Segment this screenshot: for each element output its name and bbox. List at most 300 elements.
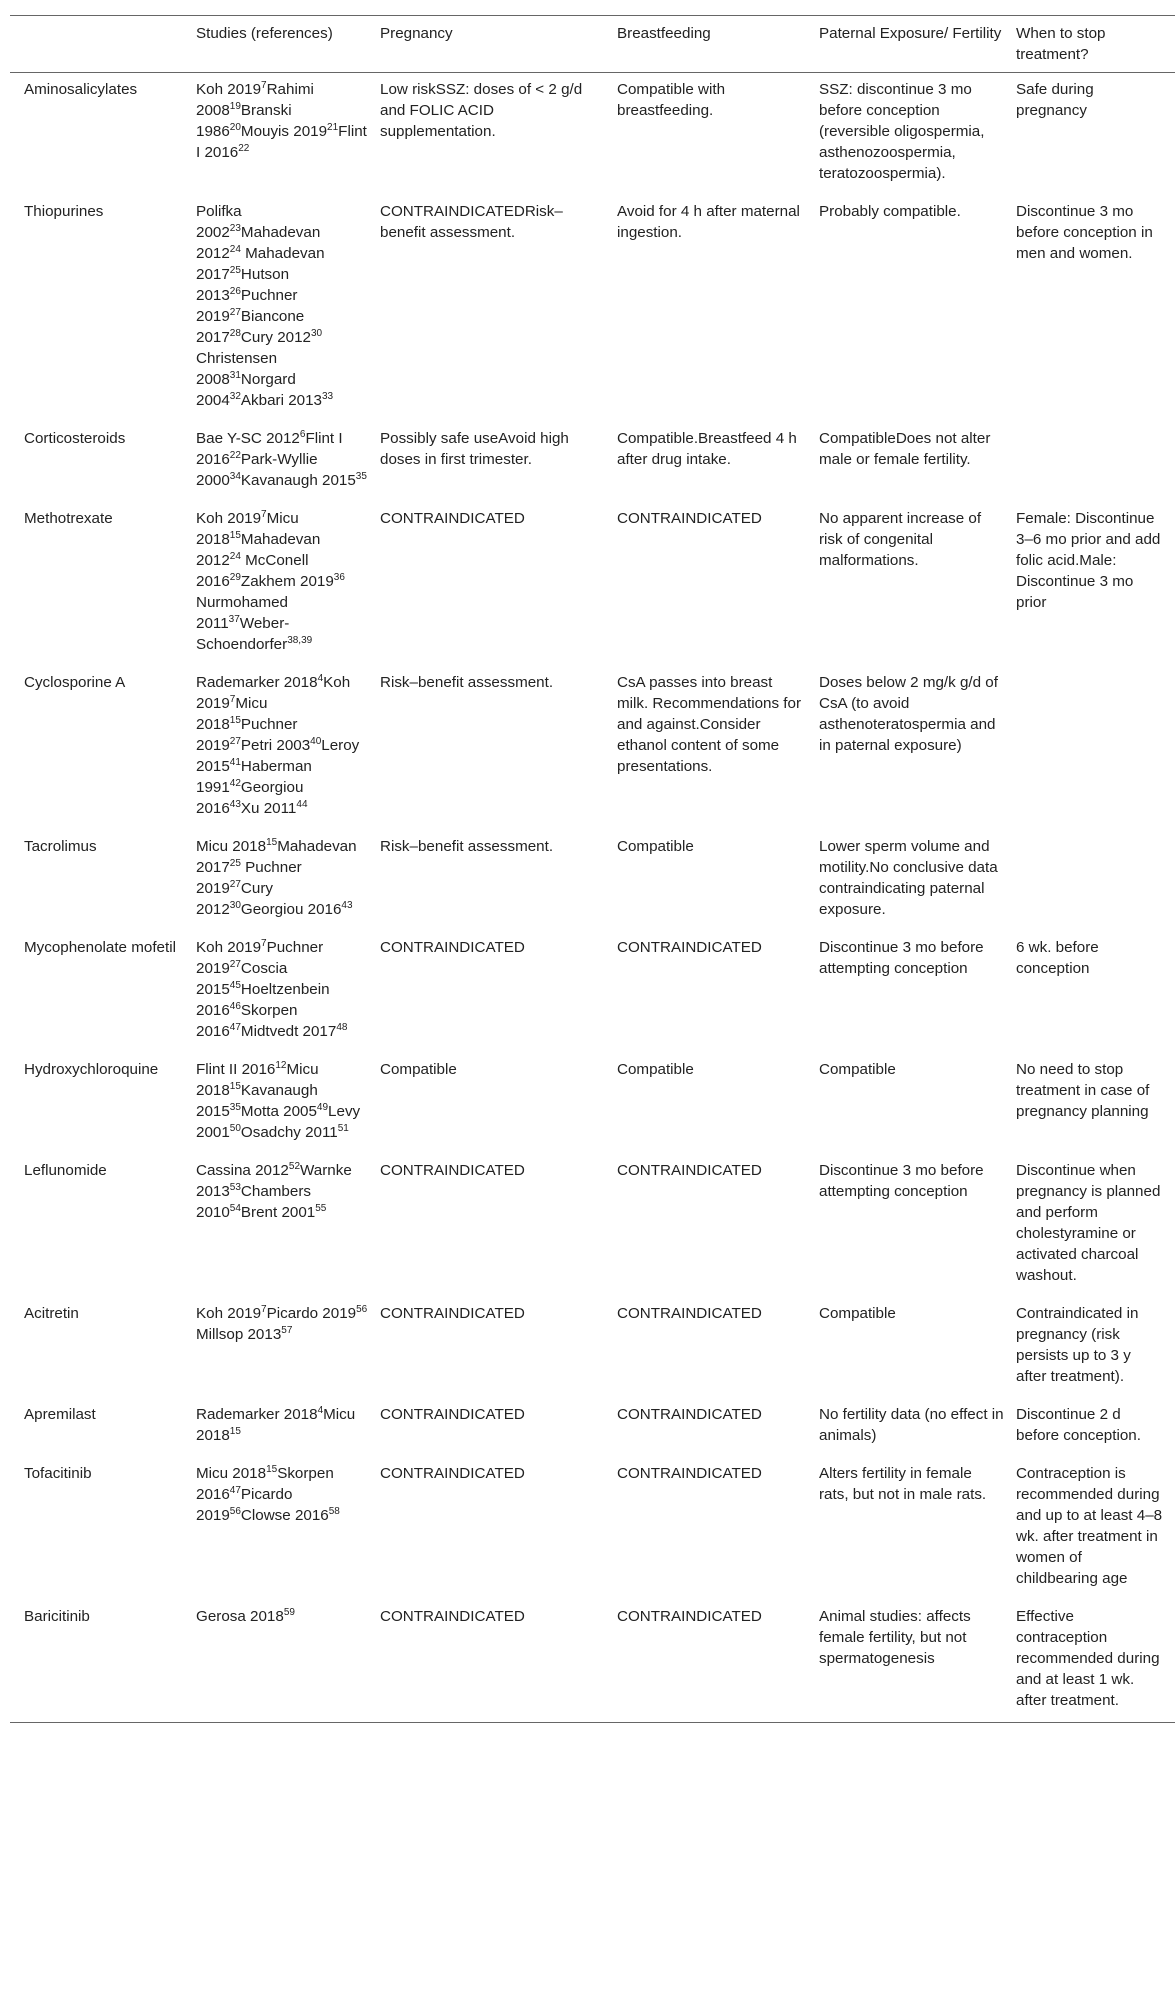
studies-cell-text (196, 508, 380, 655)
pregnancy-cell (380, 830, 617, 931)
study-citation: Koh 2019 (196, 510, 262, 527)
study-citation: Zakhem 2019 (240, 573, 334, 590)
study-citation: Puchner 2019 (196, 716, 298, 754)
reference-number: 38,39 (287, 634, 313, 646)
pregnancy-cell (380, 422, 617, 502)
stop-treatment-cell (1016, 1600, 1175, 1723)
stop-treatment-cell-text: Contraindicated in pregnancy (risk persists up to 3 y after treatment). (1016, 1305, 1139, 1385)
study-citation: Branski 1986 (196, 102, 292, 140)
study-citation: Kavanaugh 2015 (196, 1082, 318, 1120)
reference-number: 7 (261, 1303, 267, 1315)
drug-name-cell-text: Corticosteroids (24, 430, 126, 447)
header-studies: Studies (references) (196, 25, 333, 42)
reference-number: 20 (229, 121, 241, 133)
paternal-exposure-cell (819, 666, 1016, 830)
stop-treatment-cell-text: 6 wk. before conception (1016, 939, 1099, 977)
breastfeeding-cell (617, 195, 819, 422)
breastfeeding-cell-text: CONTRAINDICATED (617, 939, 762, 956)
drug-safety-table (10, 15, 1175, 1723)
study-citation: Chambers 2010 (196, 1183, 311, 1221)
reference-number: 32 (229, 390, 241, 402)
reference-number: 24 (229, 243, 241, 255)
studies-cell (196, 1154, 380, 1297)
reference-number: 15 (229, 529, 241, 541)
study-citation: Koh 2019 (196, 674, 351, 712)
stop-treatment-cell-text: Safe during pregnancy (1016, 81, 1094, 119)
study-citation: Flint I 2016 (196, 430, 343, 468)
paternal-exposure-cell-text: Doses below 2 mg/k g/d of CsA (to avoid asthenoteratospermia and in paternal exposure) (819, 674, 998, 754)
pregnancy-cell-text: CONTRAINDICATED (380, 939, 525, 956)
paternal-exposure-cell (819, 1154, 1016, 1297)
reference-number: 50 (229, 1122, 241, 1134)
studies-cell-text (196, 1606, 380, 1627)
header-row (10, 16, 1175, 73)
paternal-exposure-cell-text: No apparent increase of risk of congenital malformations. (819, 510, 982, 569)
table-header (10, 16, 1175, 73)
paternal-exposure-cell-text: SSZ: discontinue 3 mo before conception (reversible oligospermia, asthenozoospermia, teratozoospermia). (819, 81, 985, 182)
pregnancy-cell (380, 1154, 617, 1297)
drug-name-cell-text: Hydroxychloroquine (24, 1061, 159, 1078)
reference-number: 27 (229, 878, 241, 890)
pregnancy-cell (380, 73, 617, 196)
table-row (10, 931, 1175, 1053)
reference-number: 26 (229, 285, 241, 297)
studies-cell (196, 73, 380, 196)
reference-number: 44 (296, 798, 308, 810)
reference-number: 52 (288, 1160, 301, 1172)
pregnancy-cell (380, 1600, 617, 1723)
study-citation: Leroy 2015 (196, 737, 360, 775)
study-citation: Mouyis 2019 (240, 123, 328, 140)
reference-number: 33 (321, 390, 334, 402)
paternal-exposure-cell-text: Lower sperm volume and motility.No conclusive data contraindicating paternal exposure. (819, 838, 998, 918)
breastfeeding-cell (617, 931, 819, 1053)
stop-treatment-cell-text: Contraception is recommended during and up to at least 4–8 wk. after treatment in women of childbearing age (1016, 1465, 1163, 1587)
reference-number: 25 (229, 264, 241, 276)
pregnancy-cell (380, 1053, 617, 1154)
pregnancy-cell-text: CONTRAINDICATED (380, 1406, 525, 1423)
breastfeeding-cell (617, 73, 819, 196)
study-citation: Picardo 2019 (196, 1486, 293, 1524)
pregnancy-cell-text: Risk–benefit assessment. (380, 838, 554, 855)
table-row (10, 1600, 1175, 1723)
study-citation: Mahadevan 2017 (196, 245, 325, 283)
study-citation: McConell 2016 (196, 552, 309, 590)
paternal-exposure-cell-text: Compatible (819, 1305, 896, 1322)
stop-treatment-cell (1016, 1457, 1175, 1600)
reference-number: 43 (229, 798, 241, 810)
study-citation: Flint I 2016 (196, 123, 367, 161)
paternal-exposure-cell (819, 1053, 1016, 1154)
reference-number: 7 (261, 508, 267, 520)
reference-number: 35 (229, 1101, 241, 1113)
study-citation: Micu 2018 (196, 1061, 319, 1099)
paternal-exposure-cell-text: Compatible (819, 1061, 896, 1078)
pregnancy-cell (380, 1297, 617, 1398)
pregnancy-cell (380, 502, 617, 666)
paternal-exposure-cell-text: CompatibleDoes not alter male or female fertility. (819, 430, 991, 468)
reference-number: 51 (337, 1122, 349, 1134)
study-citation: Rahimi 2008 (196, 81, 314, 119)
reference-number: 15 (229, 1425, 241, 1437)
study-citation: Picardo 2019 (266, 1305, 357, 1322)
drug-name-cell (10, 502, 196, 666)
drug-name-cell-text: Baricitinib (24, 1608, 90, 1625)
table-row (10, 666, 1175, 830)
reference-number: 47 (229, 1484, 241, 1496)
paternal-exposure-cell-text: Probably compatible. (819, 203, 961, 220)
table-row (10, 422, 1175, 502)
studies-cell-text (196, 1059, 380, 1143)
studies-cell-text (196, 1160, 380, 1223)
study-citation: Skorpen 2016 (196, 1002, 298, 1040)
study-citation: Mahadevan 2012 (196, 531, 321, 569)
reference-number: 58 (328, 1505, 340, 1517)
studies-cell (196, 422, 380, 502)
table-row (10, 73, 1175, 196)
reference-number: 42 (229, 777, 241, 789)
pregnancy-cell-text: Risk–benefit assessment. (380, 674, 554, 691)
pregnancy-cell-text: CONTRAINDICATED (380, 1608, 525, 1625)
breastfeeding-cell-text: CONTRAINDICATED (617, 1162, 762, 1179)
study-citation: Rademarker 2018 (196, 1406, 318, 1423)
pregnancy-cell-text: Low riskSSZ: doses of < 2 g/d and FOLIC ACID supplementation. (380, 81, 583, 140)
reference-number: 22 (238, 142, 250, 154)
pregnancy-cell-text: CONTRAINDICATED (380, 1162, 525, 1179)
reference-number: 19 (229, 100, 241, 112)
header-breastfeeding: Breastfeeding (617, 25, 711, 42)
stop-treatment-cell-text: No need to stop treatment in case of pregnancy planning (1016, 1061, 1150, 1120)
breastfeeding-cell-text: Compatible (617, 1061, 694, 1078)
reference-number: 37 (228, 613, 240, 625)
breastfeeding-cell-text: Compatible with breastfeeding. (617, 81, 726, 119)
header-stop-treatment: When to stop treatment? (1016, 25, 1106, 63)
reference-number: 57 (281, 1324, 293, 1336)
reference-number: 31 (229, 369, 241, 381)
drug-name-cell (10, 422, 196, 502)
table-row (10, 1154, 1175, 1297)
paternal-exposure-cell (819, 1600, 1016, 1723)
study-citation: Cury 2012 (196, 880, 273, 918)
drug-name-cell (10, 195, 196, 422)
drug-name-cell-text: Methotrexate (24, 510, 113, 527)
study-citation: Motta 2005 (240, 1103, 317, 1120)
study-citation: Hutson 2013 (196, 266, 290, 304)
study-citation: Micu 2018 (196, 838, 267, 855)
stop-treatment-cell (1016, 422, 1175, 502)
study-citation: Christensen 2008 (196, 350, 278, 388)
breastfeeding-cell (617, 1053, 819, 1154)
pregnancy-cell (380, 666, 617, 830)
studies-cell-text (196, 1463, 380, 1526)
table-row (10, 1398, 1175, 1457)
reference-number: 56 (229, 1505, 241, 1517)
reference-number: 22 (229, 449, 241, 461)
studies-cell-text (196, 937, 380, 1042)
drug-name-cell-text: Thiopurines (24, 203, 104, 220)
stop-treatment-cell-text: Discontinue 3 mo before conception in men and women. (1016, 203, 1153, 262)
study-citation: Park-Wyllie 2000 (196, 451, 318, 489)
paternal-exposure-cell (819, 502, 1016, 666)
paternal-exposure-cell (819, 830, 1016, 931)
table-row (10, 502, 1175, 666)
breastfeeding-cell (617, 1457, 819, 1600)
breastfeeding-cell-text: CONTRAINDICATED (617, 1305, 762, 1322)
pregnancy-cell-text: CONTRAINDICATEDRisk–benefit assessment. (380, 203, 563, 241)
reference-number: 59 (283, 1606, 295, 1618)
study-citation: Bae Y-SC 2012 (196, 430, 300, 447)
table-body (10, 73, 1175, 1723)
reference-number: 47 (229, 1021, 241, 1033)
study-citation: Georgiou 2016 (196, 779, 304, 817)
breastfeeding-cell (617, 422, 819, 502)
study-citation: Skorpen 2016 (196, 1465, 334, 1503)
study-citation: Petri 2003 (240, 737, 311, 754)
study-citation: Midtvedt 2017 (240, 1023, 337, 1040)
studies-cell (196, 931, 380, 1053)
breastfeeding-cell (617, 1297, 819, 1398)
reference-number: 21 (327, 121, 339, 133)
study-citation: Gerosa 2018 (196, 1608, 284, 1625)
table-row (10, 830, 1175, 931)
studies-cell-text (196, 428, 380, 491)
study-citation: Puchner 2019 (196, 859, 302, 897)
studies-cell-text (196, 79, 380, 163)
reference-number: 49 (316, 1101, 329, 1113)
reference-number: 4 (317, 672, 324, 684)
study-citation: Koh 2019 (196, 939, 262, 956)
reference-number: 27 (229, 306, 241, 318)
drug-name-cell-text: Tacrolimus (24, 838, 97, 855)
drug-name-cell-text: Acitretin (24, 1305, 79, 1322)
stop-treatment-cell (1016, 931, 1175, 1053)
study-citation: Xu 2011 (240, 800, 297, 817)
study-citation: Puchner 2019 (196, 287, 298, 325)
study-citation: Polifka 2002 (196, 203, 242, 241)
breastfeeding-cell-text: Compatible (617, 838, 694, 855)
reference-number: 24 (229, 550, 241, 562)
reference-number: 29 (229, 571, 241, 583)
paternal-exposure-cell-text: Discontinue 3 mo before attempting conception (819, 939, 984, 977)
drug-name-cell (10, 1297, 196, 1398)
reference-number: 53 (229, 1181, 241, 1193)
reference-number: 36 (333, 571, 345, 583)
reference-number: 30 (229, 899, 241, 911)
reference-number: 4 (317, 1404, 324, 1416)
study-citation: Biancone 2017 (196, 308, 305, 346)
drug-name-cell-text: Apremilast (24, 1406, 96, 1423)
reference-number: 28 (229, 327, 241, 339)
pregnancy-cell-text: CONTRAINDICATED (380, 1465, 525, 1482)
reference-number: 23 (229, 222, 241, 234)
breastfeeding-cell-text: Compatible.Breastfeed 4 h after drug intake. (617, 430, 797, 468)
reference-number: 27 (229, 958, 241, 970)
breastfeeding-cell-text: CONTRAINDICATED (617, 1406, 762, 1423)
study-citation: Hoeltzenbein 2016 (196, 981, 330, 1019)
stop-treatment-cell-text: Effective contraception recommended during and at least 1 wk. after treatment. (1016, 1608, 1160, 1709)
breastfeeding-cell-text: CsA passes into breast milk. Recommendations for and against.Consider ethanol content of some presentations. (617, 674, 802, 775)
studies-cell-text (196, 672, 380, 819)
header-drug (10, 16, 196, 73)
study-citation: Clowse 2016 (240, 1507, 329, 1524)
study-citation: Nurmohamed 2011 (196, 594, 289, 632)
breastfeeding-cell (617, 830, 819, 931)
reference-number: 7 (261, 79, 267, 91)
paternal-exposure-cell-text: Alters fertility in female rats, but not in male rats. (819, 1465, 987, 1503)
studies-cell-text (196, 836, 380, 920)
drug-name-cell (10, 1600, 196, 1723)
paternal-exposure-cell (819, 1457, 1016, 1600)
study-citation: Brent 2001 (240, 1204, 316, 1221)
breastfeeding-cell-text: CONTRAINDICATED (617, 1608, 762, 1625)
drug-name-cell (10, 1457, 196, 1600)
pregnancy-cell (380, 931, 617, 1053)
stop-treatment-cell (1016, 195, 1175, 422)
paternal-exposure-cell (819, 73, 1016, 196)
stop-treatment-cell (1016, 830, 1175, 931)
paternal-exposure-cell (819, 1398, 1016, 1457)
paternal-exposure-cell (819, 1297, 1016, 1398)
breastfeeding-cell (617, 502, 819, 666)
studies-cell-text (196, 1404, 380, 1446)
table-row (10, 1053, 1175, 1154)
reference-number: 35 (355, 470, 367, 482)
study-citation: Levy 2001 (196, 1103, 361, 1141)
drug-name-cell (10, 1053, 196, 1154)
reference-number: 7 (229, 693, 236, 705)
study-citation: Mahadevan 2017 (196, 838, 357, 876)
study-citation: Coscia 2015 (196, 960, 288, 998)
reference-number: 41 (229, 756, 241, 768)
paternal-exposure-cell (819, 422, 1016, 502)
studies-cell (196, 1398, 380, 1457)
reference-number: 7 (261, 937, 267, 949)
pregnancy-cell-text: Possibly safe useAvoid high doses in first trimester. (380, 430, 569, 468)
study-citation: Cury 2012 (240, 329, 311, 346)
reference-number: 30 (311, 327, 323, 339)
breastfeeding-cell (617, 1600, 819, 1723)
studies-cell-text (196, 1303, 380, 1345)
reference-number: 48 (336, 1021, 348, 1033)
breastfeeding-cell-text: Avoid for 4 h after maternal ingestion. (617, 203, 800, 241)
drug-name-cell-text: Leflunomide (24, 1162, 107, 1179)
studies-cell (196, 830, 380, 931)
drug-name-cell (10, 666, 196, 830)
reference-number: 46 (229, 1000, 241, 1012)
study-citation: Cassina 2012 (196, 1162, 289, 1179)
breastfeeding-cell-text: CONTRAINDICATED (617, 510, 762, 527)
drug-safety-table-container (10, 15, 1175, 1723)
stop-treatment-cell-text: Discontinue 2 d before conception. (1016, 1406, 1141, 1444)
paternal-exposure-cell (819, 195, 1016, 422)
stop-treatment-cell (1016, 1398, 1175, 1457)
reference-number: 43 (341, 899, 353, 911)
study-citation: Koh 2019 (196, 1305, 262, 1322)
stop-treatment-cell-text: Discontinue when pregnancy is planned and perform cholestyramine or activated charcoal washout. (1016, 1162, 1161, 1284)
study-citation: Warnke 2013 (196, 1162, 352, 1200)
reference-number: 15 (229, 714, 241, 726)
drug-name-cell (10, 1398, 196, 1457)
stop-treatment-cell (1016, 73, 1175, 196)
study-citation: Osadchy 2011 (240, 1124, 338, 1141)
drug-name-cell-text: Aminosalicylates (24, 81, 138, 98)
header-pregnancy: Pregnancy (380, 25, 453, 42)
study-citation: Mahadevan 2012 (196, 224, 321, 262)
drug-name-cell (10, 73, 196, 196)
study-citation: Haberman 1991 (196, 758, 312, 796)
drug-name-cell (10, 830, 196, 931)
study-citation: Micu 2018 (196, 1406, 356, 1444)
stop-treatment-cell (1016, 502, 1175, 666)
reference-number: 15 (266, 1463, 278, 1475)
table-row (10, 1457, 1175, 1600)
reference-number: 6 (299, 428, 306, 440)
reference-number: 54 (229, 1202, 241, 1214)
pregnancy-cell-text: CONTRAINDICATED (380, 1305, 525, 1322)
studies-cell (196, 195, 380, 422)
reference-number: 25 (229, 857, 241, 869)
paternal-exposure-cell-text: No fertility data (no effect in animals) (819, 1406, 1004, 1444)
study-citation: Flint II 2016 (196, 1061, 276, 1078)
studies-cell (196, 1600, 380, 1723)
breastfeeding-cell (617, 666, 819, 830)
studies-cell (196, 1297, 380, 1398)
breastfeeding-cell (617, 1398, 819, 1457)
paternal-exposure-cell-text: Discontinue 3 mo before attempting conception (819, 1162, 984, 1200)
stop-treatment-cell (1016, 1053, 1175, 1154)
drug-name-cell-text: Tofacitinib (24, 1465, 92, 1482)
studies-cell (196, 1053, 380, 1154)
pregnancy-cell-text: Compatible (380, 1061, 457, 1078)
study-citation: Koh 2019 (196, 81, 262, 98)
studies-cell (196, 1457, 380, 1600)
reference-number: 55 (315, 1202, 327, 1214)
reference-number: 56 (356, 1303, 368, 1315)
studies-cell (196, 666, 380, 830)
study-citation: Rademarker 2018 (196, 674, 318, 691)
reference-number: 27 (229, 735, 241, 747)
study-citation: Micu 2018 (196, 1465, 267, 1482)
stop-treatment-cell (1016, 1154, 1175, 1297)
study-citation: Norgard 2004 (196, 371, 296, 409)
stop-treatment-cell (1016, 1297, 1175, 1398)
drug-name-cell-text: Cyclosporine A (24, 674, 126, 691)
reference-number: 15 (229, 1080, 241, 1092)
drug-name-cell (10, 931, 196, 1053)
study-citation: Millsop 2013 (196, 1326, 282, 1343)
reference-number: 45 (229, 979, 241, 991)
study-citation: Puchner 2019 (196, 939, 324, 977)
pregnancy-cell-text: CONTRAINDICATED (380, 510, 525, 527)
pregnancy-cell (380, 1398, 617, 1457)
table-row (10, 1297, 1175, 1398)
drug-name-cell (10, 1154, 196, 1297)
reference-number: 40 (310, 735, 322, 747)
pregnancy-cell (380, 1457, 617, 1600)
reference-number: 34 (229, 470, 241, 482)
header-paternal: Paternal Exposure/ Fertility (819, 25, 1002, 42)
study-citation: Kavanaugh 2015 (240, 472, 356, 489)
stop-treatment-cell (1016, 666, 1175, 830)
study-citation: Micu 2018 (196, 695, 268, 733)
studies-cell (196, 502, 380, 666)
study-citation: Akbari 2013 (240, 392, 322, 409)
paternal-exposure-cell-text: Animal studies: affects female fertility, but not spermatogenesis (819, 1608, 971, 1667)
stop-treatment-cell-text: Female: Discontinue 3–6 mo prior and add folic acid.Male: Discontinue 3 mo prior (1016, 510, 1161, 611)
studies-cell-text (196, 201, 380, 411)
reference-number: 15 (266, 836, 278, 848)
table-row (10, 195, 1175, 422)
